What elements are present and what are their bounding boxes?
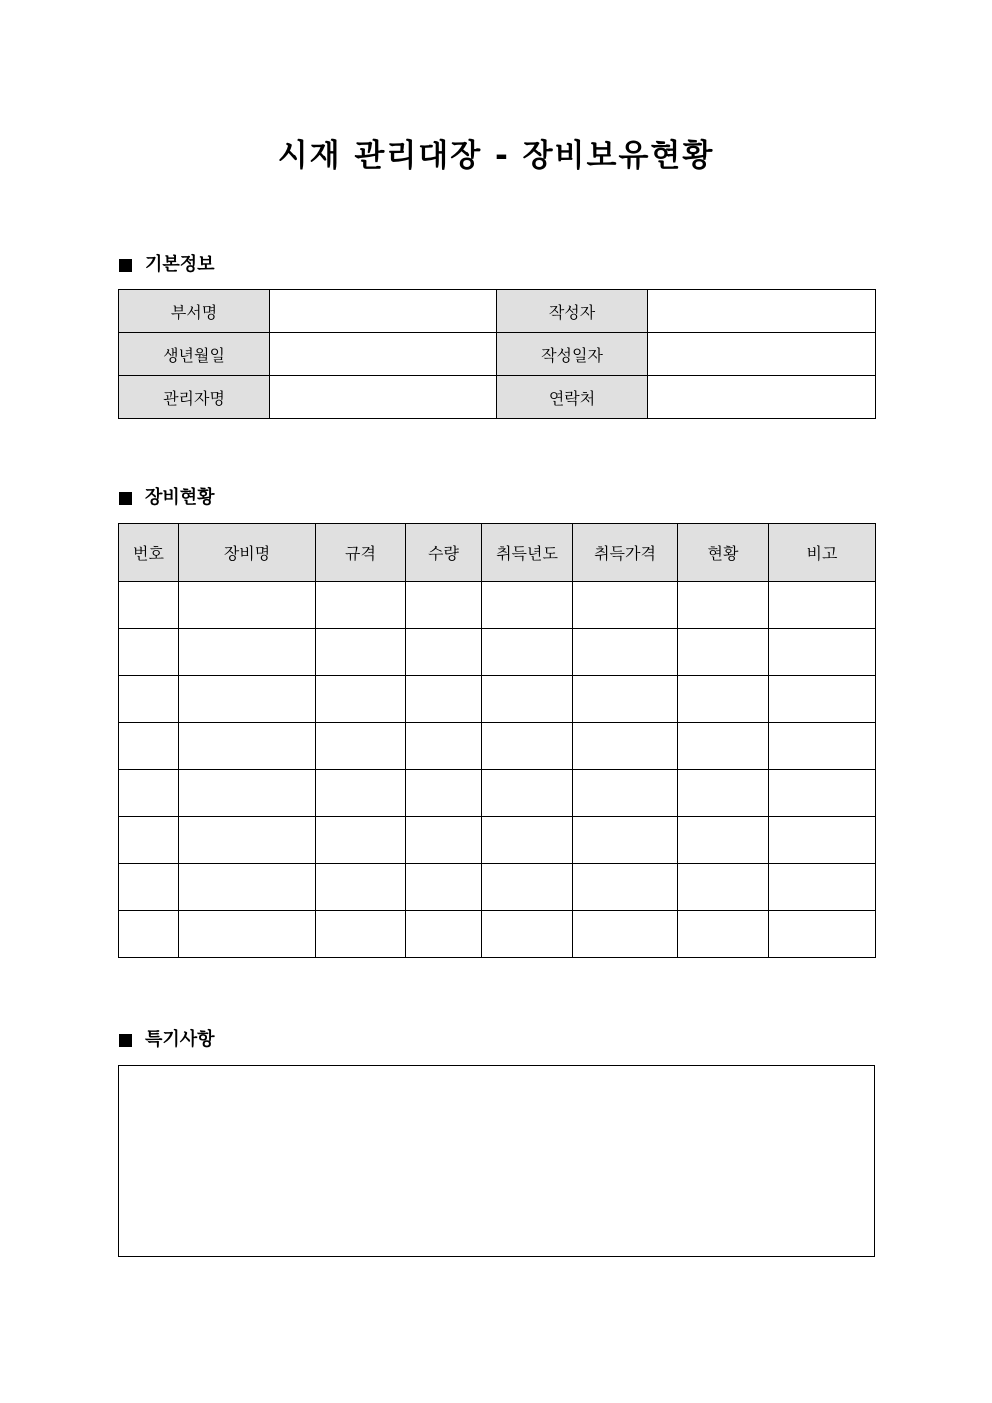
contact-label: 연락처 — [497, 376, 648, 419]
cell-equipment-name[interactable] — [179, 817, 316, 864]
notes-heading-label: 특기사항 — [145, 1029, 215, 1050]
cell-quantity[interactable] — [406, 770, 482, 817]
cell-number[interactable] — [119, 723, 179, 770]
cell-status[interactable] — [678, 864, 769, 911]
basic-info-row — [119, 333, 876, 376]
column-header-equipment-name: 장비명 — [179, 524, 316, 582]
cell-equipment-name[interactable] — [179, 911, 316, 958]
cell-acquisition-year[interactable] — [482, 723, 573, 770]
cell-acquisition-price[interactable] — [573, 770, 678, 817]
cell-acquisition-year[interactable] — [482, 676, 573, 723]
cell-quantity[interactable] — [406, 723, 482, 770]
equipment-header-row — [119, 524, 876, 582]
birthdate-label: 생년월일 — [119, 333, 270, 376]
cell-number[interactable] — [119, 770, 179, 817]
table-row — [119, 676, 876, 723]
cell-number[interactable] — [119, 582, 179, 629]
table-row — [119, 911, 876, 958]
cell-remarks[interactable] — [769, 770, 876, 817]
cell-quantity[interactable] — [406, 911, 482, 958]
cell-spec[interactable] — [316, 723, 406, 770]
square-bullet-icon — [119, 1034, 132, 1047]
column-header-status: 현황 — [678, 524, 769, 582]
table-row — [119, 723, 876, 770]
cell-status[interactable] — [678, 582, 769, 629]
cell-number[interactable] — [119, 676, 179, 723]
cell-acquisition-year[interactable] — [482, 864, 573, 911]
cell-spec[interactable] — [316, 864, 406, 911]
equipment-heading — [119, 486, 215, 510]
cell-acquisition-year[interactable] — [482, 911, 573, 958]
column-header-remarks: 비고 — [769, 524, 876, 582]
cell-equipment-name[interactable] — [179, 629, 316, 676]
column-header-acquisition-year: 취득년도 — [482, 524, 573, 582]
cell-status[interactable] — [678, 817, 769, 864]
equipment-heading-label: 장비현황 — [145, 487, 215, 508]
square-bullet-icon — [119, 492, 132, 505]
cell-spec[interactable] — [316, 676, 406, 723]
manager-name-field[interactable] — [270, 376, 497, 419]
cell-acquisition-price[interactable] — [573, 817, 678, 864]
cell-quantity[interactable] — [406, 582, 482, 629]
cell-quantity[interactable] — [406, 629, 482, 676]
cell-spec[interactable] — [316, 817, 406, 864]
table-row — [119, 817, 876, 864]
cell-status[interactable] — [678, 911, 769, 958]
contact-field[interactable] — [648, 376, 876, 419]
cell-equipment-name[interactable] — [179, 676, 316, 723]
cell-acquisition-price[interactable] — [573, 723, 678, 770]
notes-box[interactable] — [118, 1065, 875, 1257]
basic-info-table — [118, 289, 876, 419]
cell-acquisition-year[interactable] — [482, 582, 573, 629]
cell-number[interactable] — [119, 911, 179, 958]
cell-remarks[interactable] — [769, 676, 876, 723]
cell-status[interactable] — [678, 629, 769, 676]
cell-spec[interactable] — [316, 770, 406, 817]
table-row — [119, 864, 876, 911]
cell-acquisition-price[interactable] — [573, 864, 678, 911]
author-field[interactable] — [648, 290, 876, 333]
author-label: 작성자 — [497, 290, 648, 333]
cell-number[interactable] — [119, 817, 179, 864]
table-row — [119, 629, 876, 676]
cell-spec[interactable] — [316, 911, 406, 958]
column-header-quantity: 수량 — [406, 524, 482, 582]
cell-spec[interactable] — [316, 629, 406, 676]
cell-acquisition-price[interactable] — [573, 629, 678, 676]
cell-equipment-name[interactable] — [179, 864, 316, 911]
cell-quantity[interactable] — [406, 676, 482, 723]
cell-number[interactable] — [119, 864, 179, 911]
basic-info-heading-label: 기본정보 — [145, 254, 215, 275]
cell-remarks[interactable] — [769, 582, 876, 629]
cell-acquisition-year[interactable] — [482, 770, 573, 817]
written-date-field[interactable] — [648, 333, 876, 376]
cell-acquisition-price[interactable] — [573, 582, 678, 629]
department-field[interactable] — [270, 290, 497, 333]
cell-equipment-name[interactable] — [179, 723, 316, 770]
manager-name-label: 관리자명 — [119, 376, 270, 419]
basic-info-row — [119, 376, 876, 419]
square-bullet-icon — [119, 259, 132, 272]
cell-number[interactable] — [119, 629, 179, 676]
cell-status[interactable] — [678, 770, 769, 817]
cell-remarks[interactable] — [769, 723, 876, 770]
table-row — [119, 582, 876, 629]
basic-info-row — [119, 290, 876, 333]
birthdate-field[interactable] — [270, 333, 497, 376]
department-label: 부서명 — [119, 290, 270, 333]
cell-remarks[interactable] — [769, 864, 876, 911]
cell-remarks[interactable] — [769, 911, 876, 958]
cell-remarks[interactable] — [769, 817, 876, 864]
cell-acquisition-price[interactable] — [573, 676, 678, 723]
column-header-number: 번호 — [119, 524, 179, 582]
cell-remarks[interactable] — [769, 629, 876, 676]
cell-equipment-name[interactable] — [179, 770, 316, 817]
equipment-table — [118, 523, 876, 958]
column-header-spec: 규격 — [316, 524, 406, 582]
cell-quantity[interactable] — [406, 817, 482, 864]
cell-acquisition-year[interactable] — [482, 629, 573, 676]
cell-equipment-name[interactable] — [179, 582, 316, 629]
basic-info-heading — [119, 253, 215, 277]
notes-heading — [119, 1028, 215, 1052]
cell-spec[interactable] — [316, 582, 406, 629]
written-date-label: 작성일자 — [497, 333, 648, 376]
cell-status[interactable] — [678, 676, 769, 723]
cell-quantity[interactable] — [406, 864, 482, 911]
page-title: 시재 관리대장 - 장비보유현황 — [277, 138, 715, 174]
table-row — [119, 770, 876, 817]
column-header-acquisition-price: 취득가격 — [573, 524, 678, 582]
cell-status[interactable] — [678, 723, 769, 770]
cell-acquisition-price[interactable] — [573, 911, 678, 958]
cell-acquisition-year[interactable] — [482, 817, 573, 864]
